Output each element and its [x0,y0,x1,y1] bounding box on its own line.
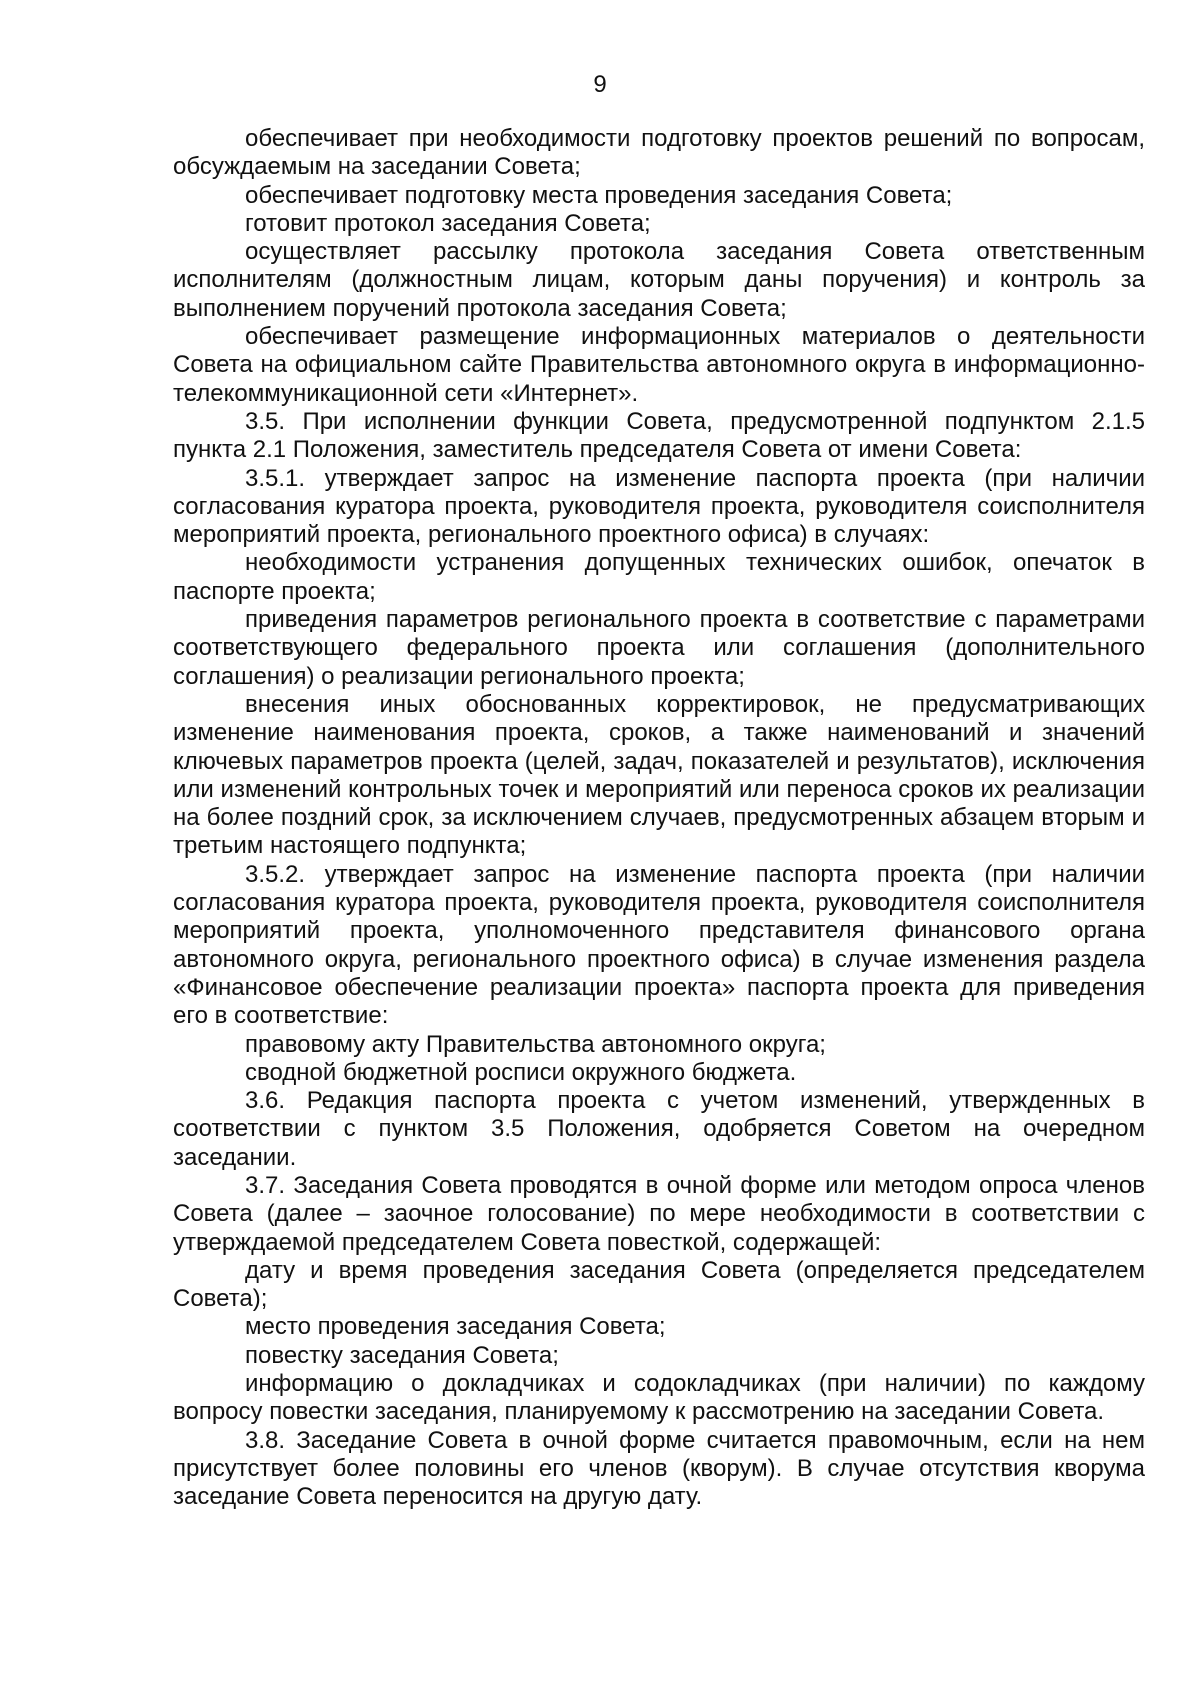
paragraph: осуществляет рассылку протокола заседания Совета ответственным исполнителям (должностным лицам, которым даны поручения) и контроль за выполнением поручений протокола заседания Совета; [173,238,1145,322]
paragraph: обеспечивает подготовку места проведения заседания Совета; [245,181,953,209]
paragraph: 3.5. При исполнении функции Совета, предусмотренной подпунктом 2.1.5 пункта 2.1 Положения, заместитель председателя Совета от имени Совета: [173,407,1145,464]
document-body [173,125,1145,1512]
paragraph: 3.6. Редакция паспорта проекта с учетом изменений, утвержденных в соответствии с пунктом 3.5 Положения, одобряется Советом на очередном заседании. [173,1087,1145,1171]
paragraph: 3.5.1. утверждает запрос на изменение паспорта проекта (при наличии согласования куратора проекта, руководителя проекта, руководителя соисполнителя мероприятий проекта, регионального проектного офиса) в случаях: [173,464,1145,549]
paragraph: правовому акту Правительства автономного округа; [245,1030,826,1058]
paragraph: 3.5.2. утверждает запрос на изменение паспорта проекта (при наличии согласования куратора проекта, руководителя проекта, руководителя соисполнителя мероприятий проекта, уполномоченного представителя финансового органа автономного округа, регионального проектного офиса) в случае изменения раздела «Финансовое обеспечение реализации проекта» паспорта проекта для приведения его в соответствие: [173,860,1145,1030]
paragraph: обеспечивает размещение информационных материалов о деятельности Совета на официальном сайте Правительства автономного округа в информационно-телекоммуникационной сети «Интернет». [173,323,1145,407]
paragraph: готовит протокол заседания Совета; [245,209,651,237]
paragraph: обеспечивает при необходимости подготовку проектов решений по вопросам, обсуждаемым на заседании Совета; [173,125,1145,181]
paragraph: 3.8. Заседание Совета в очной форме считается правомочным, если на нем присутствует более половины его членов (кворум). В случае отсутствия кворума заседание Совета переносится на другую дату. [173,1426,1145,1511]
paragraph: внесения иных обоснованных корректировок, не предусматривающих изменение наименования проекта, сроков, а также наименований и значений ключевых параметров проекта (целей, задач, показателей и результатов), исключения или изменений контрольных точек и мероприятий или переноса сроков их реализации на более поздний срок, за исключением случаев, предусмотренных абзацем вторым и третьим настоящего подпункта; [173,690,1145,860]
paragraph: информацию о докладчиках и содокладчиках (при наличии) по каждому вопросу повестки заседания, планируемому к рассмотрению на заседании Совета. [173,1370,1145,1426]
paragraph: 3.7. Заседания Совета проводятся в очной форме или методом опроса членов Совета (далее – заочное голосование) по мере необходимости в соответствии с утверждаемой председателем Совета повесткой, содержащей: [173,1171,1145,1256]
paragraph: место проведения заседания Совета; [245,1313,666,1341]
paragraph: сводной бюджетной росписи окружного бюджета. [245,1058,797,1086]
paragraph: необходимости устранения допущенных технических ошибок, опечаток в паспорте проекта; [173,549,1145,605]
paragraph: повестку заседания Совета; [245,1341,559,1369]
paragraph: приведения параметров регионального проекта в соответствие с параметрами соответствующего федерального проекта или соглашения (дополнительного соглашения) о реализации регионального проекта; [173,606,1145,690]
page-number: 9 [593,71,607,98]
paragraph: дату и время проведения заседания Совета (определяется председателем Совета); [173,1256,1145,1313]
